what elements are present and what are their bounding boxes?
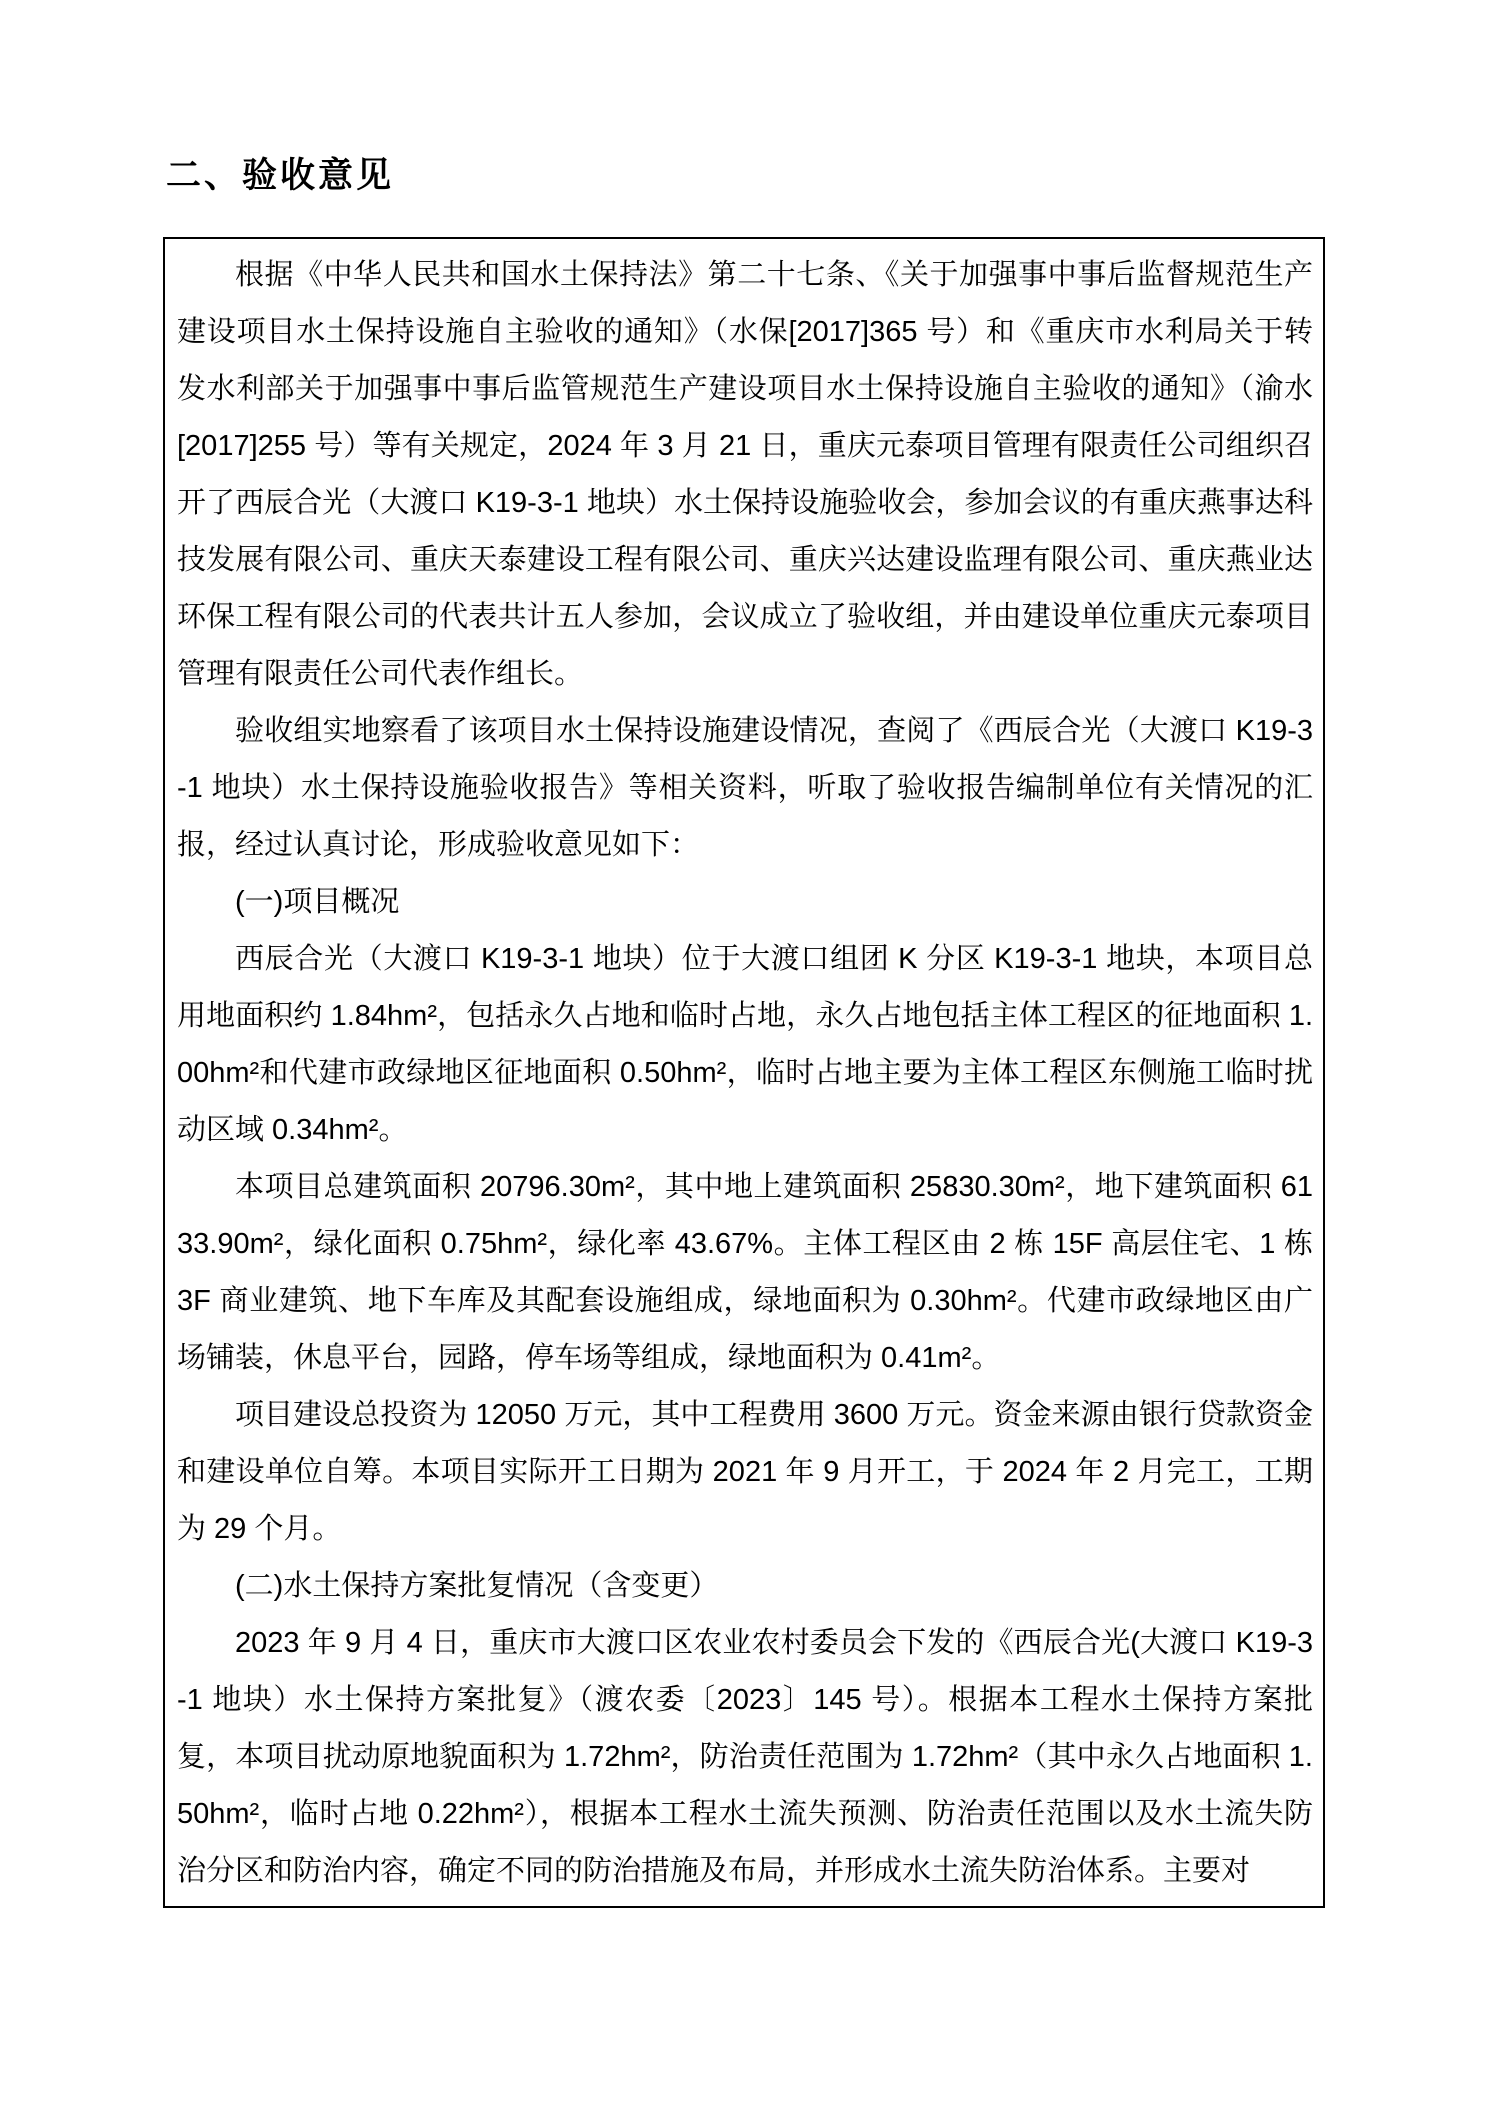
paragraph-legal-basis-and-meeting: 根据《中华人民共和国水土保持法》第二十七条、《关于加强事中事后监督规范生产建设项目水土保持设施自主验收的通知》（水保[2017]365 号）和《重庆市水利局关于转发水利部关于加强事中事后监管规范生产建设项目水土保持设施自主验收的通知》（渝水[2017]255 号）等有关规定，2024 年 3 月 21 日，重庆元泰项目管理有限责任公司组织召开了西辰合光（大渡口 K19-3-1 地块）水土保持设施验收会，参加会议的有重庆燕事达科技发展有限公司、重庆天泰建设工程有限公司、重庆兴达建设监理有限公司、重庆燕业达环保工程有限公司的代表共计五人参加，会议成立了验收组，并由建设单位重庆元泰项目管理有限责任公司代表作组长。 bbox=[177, 259, 1313, 690]
subheading-project-overview: (一)项目概况 bbox=[235, 886, 400, 918]
paragraph-land-occupation: 西辰合光（大渡口 K19-3-1 地块）位于大渡口组团 K 分区 K19-3-1 地块，本项目总用地面积约 1.84hm²，包括永久占地和临时占地，永久占地包括主体工程区的征地面积 1.00hm²和代建市政绿地区征地面积 0.50hm²，临时占地主要为主体工程区东侧施工临时扰动区域 0.34hm²。 bbox=[177, 943, 1313, 1146]
subheading-plan-approval: (二)水土保持方案批复情况（含变更） bbox=[235, 1570, 719, 1602]
paragraph-plan-approval-details: 2023 年 9 月 4 日，重庆市大渡口区农业农村委员会下发的《西辰合光(大渡口 K19-3-1 地块）水土保持方案批复》（渡农委〔2023〕145 号）。根据本工程水土保持方案批复，本项目扰动原地貌面积为 1.72hm²，防治责任范围为 1.72hm²（其中永久占地面积 1.50hm²，临时占地 0.22hm²），根据本工程水土流失预测、防治责任范围以及水土流失防治分区和防治内容，确定不同的防治措施及布局，并形成水土流失防治体系。主要对 bbox=[177, 1627, 1313, 1887]
paragraph-investment-schedule: 项目建设总投资为 12050 万元，其中工程费用 3600 万元。资金来源由银行贷款资金和建设单位自筹。本项目实际开工日期为 2021 年 9 月开工，于 2024 年 2 月完工，工期为 29 个月。 bbox=[177, 1399, 1313, 1545]
paragraph-building-area: 本项目总建筑面积 20796.30m²，其中地上建筑面积 25830.30m²，地下建筑面积 6133.90m²，绿化面积 0.75hm²，绿化率 43.67%。主体工程区由 2 栋 15F 高层住宅、1 栋 3F 商业建筑、地下车库及其配套设施组成，绿地面积为 0.30hm²。代建市政绿地区由广场铺装，休息平台，园路，停车场等组成，绿地面积为 0.41m²。 bbox=[177, 1171, 1314, 1374]
paragraph-site-inspection: 验收组实地察看了该项目水土保持设施建设情况，查阅了《西辰合光（大渡口 K19-3-1 地块）水土保持设施验收报告》等相关资料，听取了验收报告编制单位有关情况的汇报，经过认真讨论，形成验收意见如下： bbox=[177, 715, 1313, 861]
acceptance-opinion-box bbox=[163, 237, 1325, 1908]
section-heading: 二、验收意见 bbox=[166, 156, 395, 195]
